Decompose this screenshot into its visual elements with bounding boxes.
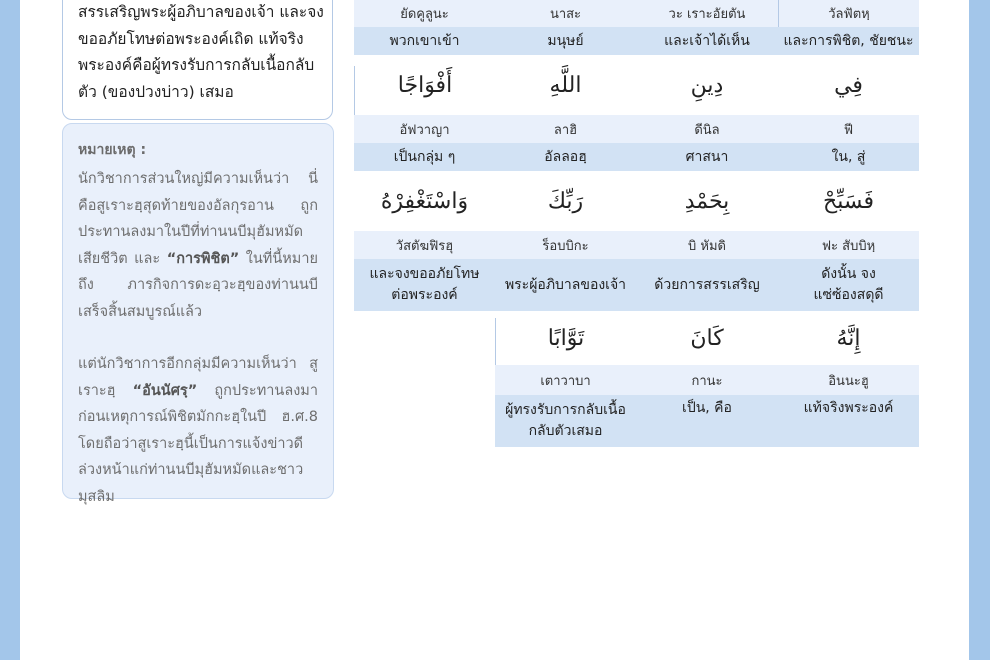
v3-translit-4: ฟะ สับบิหฺ <box>778 231 919 259</box>
note-p2-end: ถูกประทานลงมาก่อนเหตุการณ์พิชิตมักกะฮฺในปี ฮ.ศ.8 โดยถือว่าสูเราะฮฺนี้เป็นการแจ้งข่าวดีล่วงหน้าแก่ท่านนบีมุฮัมหมัดและชาวมุสลิม <box>78 382 318 505</box>
v2-translit-3: ดีนิล <box>636 115 778 143</box>
v1-translit-4: วัลฟัตหฺ <box>779 0 919 27</box>
v3-arabic-1: وَاسْتَغْفِرْهُ <box>354 171 495 231</box>
v1-meaning-1: พวกเขาเข้า <box>354 27 495 55</box>
v3-translit-2: ร็อบบิกะ <box>495 231 636 259</box>
v3b-arabic-1: تَوَّابًا <box>496 311 636 365</box>
v3-meaning-2: พระผู้อภิบาลของเจ้า <box>495 259 636 311</box>
v2-meaning-4: ใน, สู่ <box>778 143 919 171</box>
v2-meaning-2: อัลลอฮฺ <box>495 143 636 171</box>
v1-meaning-4: และการพิชิต, ชัยชนะ <box>778 27 919 55</box>
note-p1-end: ในที่นี้หมายถึง ภารกิจการดะอฺวะฮฺของท่านนบีเสร็จสิ้นสมบูรณ์แล้ว <box>78 250 318 320</box>
v3b-arabic-3: إِنَّهُ <box>778 311 919 365</box>
v3-arabic-4: فَسَبِّحْ <box>778 171 919 231</box>
v1-translit-2: นาสะ <box>495 0 636 27</box>
v1-translit-3: วะ เราะอัยตัน <box>636 0 778 27</box>
note-p1-text: นักวิชาการส่วนใหญ่มีความเห็นว่า นี่คือสูเราะฮฺสุดท้ายของอัลกุรอาน ถูกประทานลงมาในปีที่ท่านนบีมุฮัมหมัดเสียชีวิต และ <box>78 171 318 267</box>
v3b-translit-3: อินนะฮู <box>778 365 919 395</box>
v2-arabic-3: دِينِ <box>636 55 778 115</box>
v3-translit-1: วัสตัฆฟิรฮุ <box>354 231 495 259</box>
v3-meaning-1: และจงขออภัยโทษต่อพระองค์ <box>354 259 495 311</box>
v2-arabic-2: اللَّهِ <box>495 55 636 115</box>
v3-arabic-3: بِحَمْدِ <box>636 171 778 231</box>
v3b-meaning-3: แท้จริงพระองค์ <box>778 395 919 447</box>
v2-meaning-1: เป็นกลุ่ม ๆ <box>354 143 495 171</box>
v3-translit-3: บิ หัมดิ <box>636 231 778 259</box>
v1-translit-1: ยัดคูลูนะ <box>354 0 495 27</box>
verse-divider <box>778 0 779 27</box>
v2-arabic-4: فِي <box>778 55 919 115</box>
v3b-translit-1: เตาวาบา <box>495 365 636 395</box>
v2-arabic-1: أَفْوَاجًا <box>355 55 495 115</box>
v1-meaning-3: และเจ้าได้เห็น <box>636 27 778 55</box>
v3-meaning-4: ดังนั้น จงแซ่ซ้องสดุดี <box>778 259 919 311</box>
note-p1-bold: “การพิชิต” <box>166 250 240 267</box>
v3b-meaning-2: เป็น, คือ <box>636 395 778 447</box>
v3b-translit-2: กานะ <box>636 365 778 395</box>
note-title: หมายเหตุ : <box>78 142 147 158</box>
v2-meaning-3: ศาสนา <box>636 143 778 171</box>
page <box>20 0 969 660</box>
v3b-meaning-1: ผู้ทรงรับการกลับเนื้อกลับตัวเสมอ <box>495 395 636 447</box>
v3b-arabic-2: كَانَ <box>636 311 778 365</box>
v2-translit-1: อัฟวาญา <box>354 115 495 143</box>
intro-text: สรรเสริญพระผู้อภิบาลของเจ้า และจงขออภัยโทษต่อพระองค์เถิด แท้จริงพระองค์คือผู้ทรงรับการกลับเนื้อกลับตัว (ของปวงบ่าว) เสมอ <box>78 3 324 101</box>
v3-arabic-2: رَبِّكَ <box>495 171 636 231</box>
v3-meaning-3: ด้วยการสรรเสริญ <box>636 259 778 311</box>
word-table <box>20 0 969 660</box>
v2-translit-4: ฟี <box>778 115 919 143</box>
note-p2-text: แต่นักวิชาการอีกกลุ่มมีความเห็นว่า สูเราะฮฺ <box>78 356 318 399</box>
v1-meaning-2: มนุษย์ <box>495 27 636 55</box>
v2-translit-2: ลาฮิ <box>495 115 636 143</box>
note-p2-bold: “อันนัศรฺ” <box>132 382 198 399</box>
